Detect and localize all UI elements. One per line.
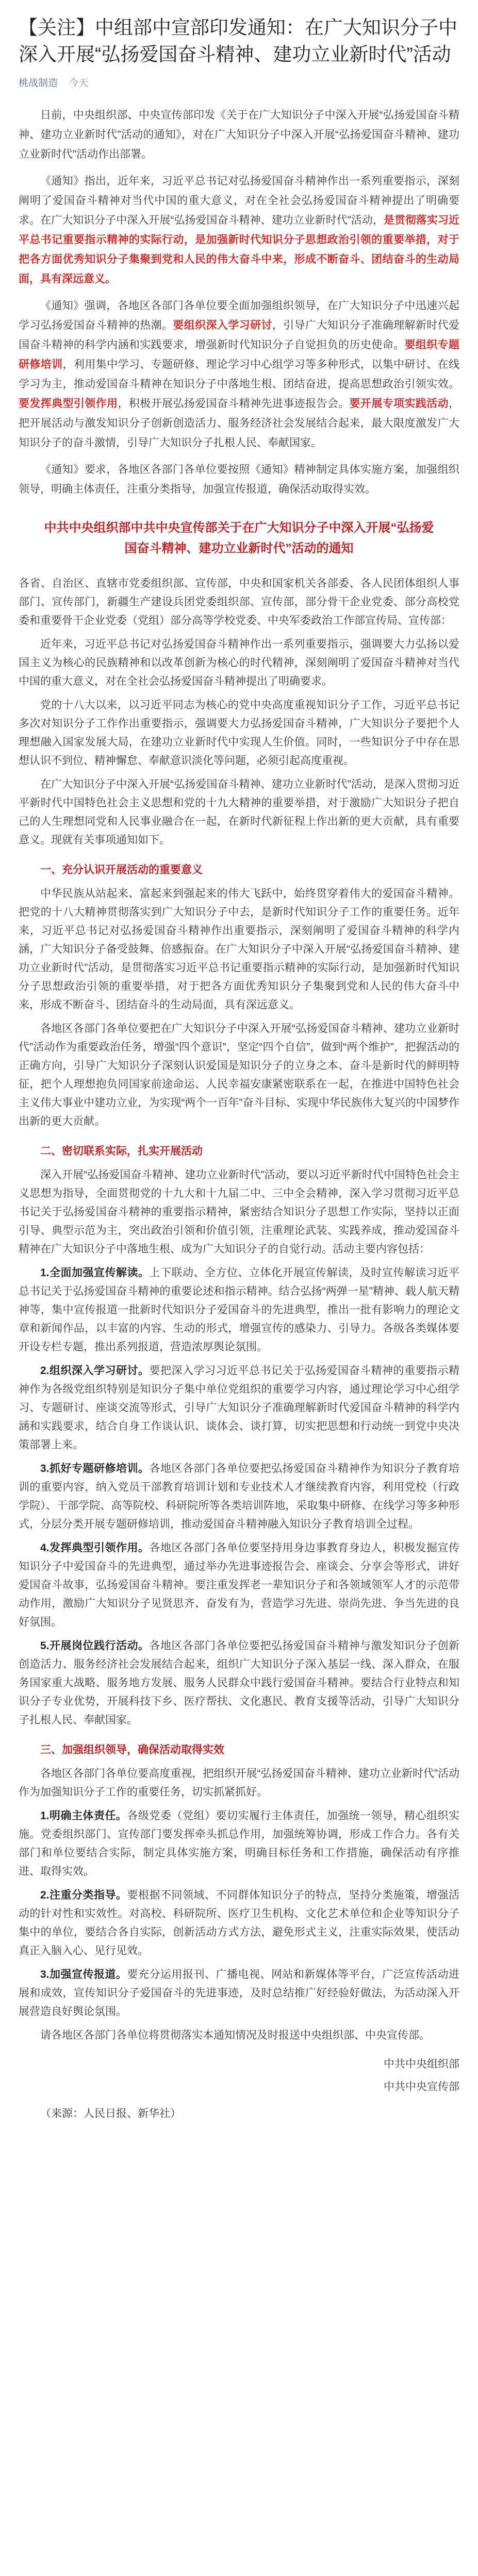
item-lead: 2.组织深入学习研讨。 (40, 1365, 150, 1377)
section-heading: 三、加强组织领导，确保活动取得实效 (40, 1744, 224, 1756)
section-item (19, 1460, 459, 1534)
section-item (19, 1886, 459, 1960)
intro-text: ，积极开展弘扬爱国奋斗精神先进事迹报告会。 (118, 398, 350, 410)
item-lead: 3.抓好专题研修培训。 (40, 1463, 150, 1475)
item-lead: 2.注重分类指导。 (40, 1889, 127, 1901)
intro-paragraph-3 (19, 296, 459, 453)
intro-text: 《通知》强调，各地区各部门各单位要全面加强组织领导，在广大知识分子中迅速兴起学习弘扬爱国奋斗精神的热潮。 (19, 300, 459, 331)
document-body (19, 574, 459, 2123)
item-text: 各地区各部门各单位要坚持用身边事教育身边人，积极发掘宣传知识分子中爱国奋斗的先进典型，通过举办先进事迹报告会、座谈会、分享会等形式，讲好爱国奋斗故事，弘扬爱国奋斗精神。要注重发挥老一辈知识分子和各领域领军人才的示范带动作用，激励广大知识分子见贤思齐、奋发有为，营造学习先进、崇尚先进、争当先进的良好氛围。 (19, 1542, 460, 1628)
section-paragraph: 各地区各部门各单位要高度重视，把组织开展“弘扬爱国奋斗精神、建功立业新时代”活动作为加强知识分子工作的重要任务，切实抓紧抓好。 (19, 1768, 459, 1798)
highlight-text: 是贯彻落实习近平总书记重要指示精神的实际行动，是加强新时代知识分子思想政治引领的重要举措，对于把各方面优秀知识分子集聚到党和人民的伟大奋斗中来，形成不断奋斗、团结奋斗的生动局面，具有深远意义。 (19, 214, 460, 285)
item-text: 要充分运用报刊、广播电视、网站和新媒体等平台，广泛宣传活动进展和成效，宣传知识分子爱国奋斗的先进事迹，及时总结推广好经验好做法，为活动深入开展营造良好舆论氛围。 (19, 1969, 460, 2018)
intro-text: 《通知》指出，近年来，习近平总书记对弘扬爱国奋斗精神作出一系列重要指示，深刻阐明了爱国奋斗精神对当代中国的重大意义，对在全社会弘扬爱国奋斗精神提出了明确要求。在广大知识分子中深入开展“弘扬爱国奋斗精神、建功立业新时代”活动， (19, 175, 459, 226)
highlight-text: 要组织深入学习研讨 (173, 319, 272, 331)
signature-org: 中共中央组织部 (384, 2058, 459, 2070)
salutation: 各省、自治区、直辖市党委组织部、宣传部，中央和国家机关各部委、各人民团体组织人事部门、宣传部门，新疆生产建设兵团党委组织部、宣传部，部分骨干企业党委、部分高校党委和重要骨干企业党委（党组）部分高等学校党委、中央军委政治工作部宣传局、宣传部： (19, 578, 459, 626)
intro-paragraph-4: 《通知》要求，各地区各部门各单位要按照《通知》精神制定具体实施方案，加强组织领导，明确主体责任，注重分类指导，加强宣传报道，确保活动取得实效。 (19, 464, 459, 495)
intro-paragraph-2 (19, 172, 459, 289)
item-lead: 3.加强宣传报道。 (40, 1969, 127, 1980)
intro-text: ，引导广大知识分子准确理解新时代爱国奋斗精神的科学内涵和实践要求，增强新时代知识分子自觉担负的历史使命。 (19, 319, 460, 351)
document-title: 中共中央组织部中共中央宣传部关于在广大知识分子中深入开展“弘扬爱国奋斗精神、建功立业新时代”活动的通知 (44, 521, 434, 555)
item-lead: 1.全面加强宣传解读。 (40, 1267, 150, 1279)
section-paragraph: 中华民族从站起来、富起来到强起来的伟大飞跃中，始终贯穿着伟大的爱国奋斗精神。把党的十八大精神贯彻落实到广大知识分子中去，是新时代知识分子工作的重要任务。近年来，习近平总书记对弘扬爱国奋斗精神作出重要指示，深刻阐明了爱国奋斗精神的科学内涵，广大知识分子备受鼓舞、倍感振奋。在广大知识分子中深入开展“弘扬爱国奋斗精神、建功立业新时代”活动，是贯彻落实习近平总书记重要指示精神的实际行动，是加强新时代知识分子思想政治引领的重要举措，对于把各方面优秀知识分子集聚到党和人民的伟大奋斗中来，形成不断奋斗、团结奋斗的生动局面，具有深远意义。 (19, 888, 459, 1011)
item-text: 各地区各部门各单位要把弘扬爱国奋斗精神作为知识分子教育培训的重要内容，纳入党员干部教育培训计划和专业技术人才继续教育内容，利用党校（行政学院）、干部学院、高等院校、科研院所等各类培训阵地，采取集中研修、在线学习等多种形式，分层分类开展专题研修培训，推动爱国奋斗精神融入知识分子教育培训全过程。 (19, 1463, 460, 1530)
intro-paragraph-1: 日前，中央组织部、中央宣传部印发《关于在广大知识分子中深入开展“弘扬爱国奋斗精神、建功立业新时代”活动的通知》，对在广大知识分子中深入开展“弘扬爱国奋斗精神、建功立业新时代”活动作出部署。 (19, 109, 459, 160)
section-heading: 二、密切联系实际，扎实开展活动 (40, 1145, 203, 1157)
highlight-text: 要发挥典型引领作用 (19, 398, 118, 410)
preface-paragraph: 在广大知识分子中深入开展“弘扬爱国奋斗精神、建功立业新时代”活动，是深入贯彻习近平新时代中国特色社会主义思想和党的十九大精神的重要举措，对于激励广大知识分子把自己的人生理想同党和人民事业融合在一起，在新时代新征程上作出新的更大贡献，具有重要意义。现就有关事项通知如下。 (19, 778, 459, 846)
source-note: （来源：人民日报、新华社） (40, 2108, 181, 2120)
article-meta (19, 75, 459, 89)
section-item (19, 1637, 459, 1730)
signature-org: 中共中央宣传部 (384, 2081, 459, 2093)
section-item (19, 1539, 459, 1632)
section-item (19, 1965, 459, 2021)
item-lead: 4.发挥典型引领作用。 (40, 1542, 150, 1554)
item-text: 要把深入学习习近平总书记关于弘扬爱国奋斗精神的重要指示精神作为各级党组织特别是知识分子集中单位党组织的重要学习内容，通过理论学习中心组学习、专题研讨、座谈交流等形式，引导广大知识分子准确理解新时代爱国奋斗精神的科学内涵和实践要求，结合自身工作谈认识、谈体会、谈打算，切实把思想和行动统一到党中央决策部署上来。 (19, 1365, 460, 1451)
article-title: 【关注】中组部中宣部印发通知：在广大知识分子中深入开展“弘扬爱国奋斗精神、建功立业新时代”活动 (19, 17, 457, 65)
account-name-link[interactable]: 桃战制造 (19, 78, 58, 89)
item-lead: 1.明确主体责任。 (40, 1810, 127, 1822)
item-text: 上下联动、全方位、立体化开展宣传解读，及时宣传解读习近平总书记关于弘扬爱国奋斗精神的重要论述和指示精神。结合弘扬“两弹一星”精神、载人航天精神等，集中宣传报道一批新时代知识分子爱国奋斗的先进典型，推出一批有影响力的理论文章和新闻作品，以丰富的内容、生动的形式，增强宣传的感染力、引导力。各级各类媒体要开设专栏专题，推出系列报道，营造浓厚舆论氛围。 (19, 1267, 460, 1353)
section-paragraph: 深入开展“弘扬爱国奋斗精神、建功立业新时代”活动，要以习近平新时代中国特色社会主义思想为指导，全面贯彻党的十九大和十九届二中、三中全会精神，深入学习贯彻习近平总书记关于弘扬爱国奋斗精神的重要指示精神，紧密结合知识分子思想工作实际，坚持以正面引导、典型示范为主，突出政治引领和价值引领，注重理论武装、实践养成，推动爱国奋斗精神在广大知识分子中落地生根、成为广大知识分子的自觉行动。活动主要内容包括： (19, 1169, 459, 1255)
publish-time: 今天 (69, 78, 89, 89)
preface-paragraph: 近年来，习近平总书记对弘扬爱国奋斗精神作出一系列重要指示，强调要大力弘扬以爱国主义为核心的民族精神和以改革创新为核心的时代精神，深刻阐明了爱国奋斗精神对当代中国的重大意义，对在全社会弘扬爱国奋斗精神提出了明确要求。 (19, 638, 459, 687)
section-paragraph: 各地区各部门各单位要把在广大知识分子中深入开展“弘扬爱国奋斗精神、建功立业新时代”活动作为重要政治任务，增强“四个意识”，坚定“四个自信”，做到“两个维护”，把握活动的正确方向，引导广大知识分子深刻认识爱国是知识分子的立身之本、奋斗是新时代的鲜明特征，把个人理想抱负同国家前途命运、人民幸福安康紧密联系在一起，在推进中国特色社会主义伟大事业中建功立业，为实现“两个一百年”奋斗目标、实现中华民族伟大复兴的中国梦作出新的更大贡献。 (19, 1023, 459, 1127)
highlight-text: 要组织专题研修培训 (19, 339, 460, 370)
closing-paragraph: 请各地区各部门各单位将贯彻落实本通知情况及时报送中央组织部、中央宣传部。 (40, 2029, 430, 2041)
section-item (19, 1807, 459, 1881)
section-item (19, 1264, 459, 1357)
item-text: 要根据不同领域、不同群体知识分子的特点，坚持分类施策，增强活动的针对性和实效性。对高校、科研院所、医疗卫生机构、文化艺术单位和企业等知识分子集中的单位，要结合各自实际，创新活动方式方法，避免形式主义，注重实际效果，使活动真正入脑入心、见行见效。 (19, 1889, 460, 1957)
item-text: 各级党委（党组）要切实履行主体责任，加强统一领导，精心组织实施。党委组织部门、宣传部门要发挥牵头抓总作用，加强统筹协调，形成工作合力。各有关部门和单位要结合实际，制定具体实施方案，明确目标任务和工作措施，确保活动有序推进、取得实效。 (19, 1810, 460, 1877)
highlight-text: 要开展专项实践活动 (349, 398, 449, 410)
section-heading: 一、充分认识开展活动的重要意义 (40, 864, 203, 876)
section-item (19, 1362, 459, 1454)
intro-text: ，利用集中学习、专题研修、理论学习中心组学习等多种形式，以集中研讨、在线学习为主，推动爱国奋斗精神在知识分子中落地生根、团结奋进，提高思想政治引领实效。 (19, 359, 460, 390)
item-lead: 5.开展岗位践行活动。 (40, 1640, 150, 1652)
item-text: 各地区各部门各单位要把弘扬爱国奋斗精神与激发知识分子创新创造活力、服务经济社会发展结合起来，组织广大知识分子深入基层一线、深入群众，在服务国家重大战略、服务地方发展、服务人民群众中践行爱国奋斗精神。要结合行业特点和知识分子专业优势，开展科技下乡、医疗帮扶、文化惠民、教育支援等活动，引导广大知识分子扎根人民、奉献国家。 (19, 1640, 460, 1726)
preface-paragraph: 党的十八大以来，以习近平同志为核心的党中央高度重视知识分子工作，习近平总书记多次对知识分子工作作出重要指示，强调要大力弘扬爱国奋斗精神，广大知识分子要把个人理想融入国家发展大局，在建功立业新时代中实现人生价值。同时，一些知识分子中存在思想认识不到位、精神懈怠、奉献意识淡化等问题，必须引起高度重视。 (19, 699, 459, 767)
intro-text: ，把开展活动与激发知识分子创新创造活力、服务经济社会发展结合起来，最大限度激发广大知识分子的奋斗激情，引导广大知识分子扎根人民、奉献国家。 (19, 398, 460, 449)
